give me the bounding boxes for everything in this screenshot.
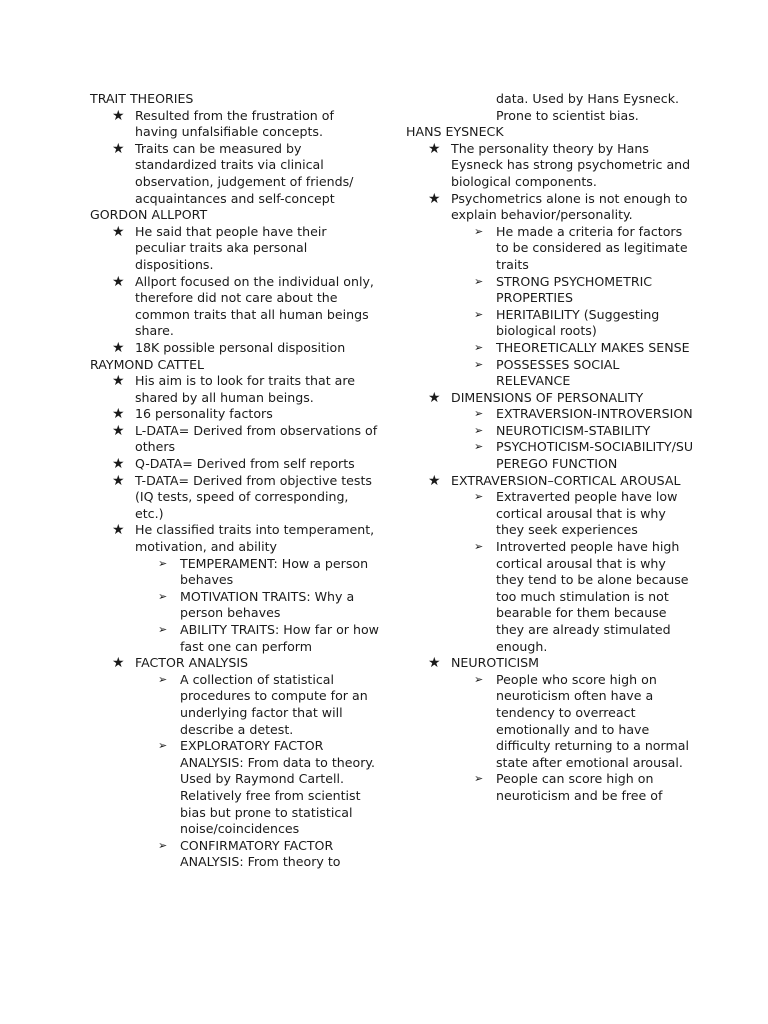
- arrow-bullet-icon: ➢: [158, 838, 168, 852]
- star-bullet-icon: ★: [112, 655, 125, 672]
- star-bullet-icon: ★: [112, 373, 125, 390]
- list-item: ★ 18K possible personal disposition: [112, 339, 346, 356]
- arrow-bullet-icon: ➢: [474, 340, 484, 354]
- sub-list-item: ➢ POSSESSES SOCIAL RELEVANCE: [474, 356, 620, 389]
- arrow-bullet-icon: ➢: [474, 274, 484, 288]
- factor-analysis-sublist: [90, 672, 380, 871]
- star-bullet-icon: ★: [428, 472, 441, 489]
- list-item: ★ Psychometrics alone is not enough to explain behavior/personality.: [428, 190, 688, 223]
- arrow-bullet-icon: ➢: [474, 357, 484, 371]
- sub-list-item: ➢ EXTRAVERSION-INTROVERSION: [474, 406, 693, 422]
- star-bullet-icon: ★: [112, 223, 125, 240]
- factor-analysis-list: [90, 655, 380, 672]
- sub-list-item: ➢ People who score high on neuroticism often have a tendency to overreact emotionally and to have difficulty returning to a normal state after emotional arousal.: [474, 671, 689, 770]
- sub-list-item: ➢ ABILITY TRAITS: How far or how fast one can perform: [158, 622, 379, 654]
- sub-list-item: ➢ Extraverted people have low cortical arousal that is why they seek experiences: [474, 489, 678, 538]
- right-column: [406, 91, 696, 805]
- arrow-bullet-icon: ➢: [474, 423, 484, 437]
- allport-list: [90, 224, 380, 357]
- star-bullet-icon: ★: [112, 140, 125, 157]
- heading-raymond-cattel: RAYMOND CATTEL: [90, 356, 205, 372]
- arrow-bullet-icon: ➢: [474, 490, 484, 504]
- sub-list-item: ➢ STRONG PSYCHOMETRIC PROPERTIES: [474, 273, 653, 306]
- sub-list-item: ➢ NEUROTICISM-STABILITY: [474, 422, 651, 438]
- star-bullet-icon: ★: [112, 422, 125, 439]
- psychometrics-sublist: [406, 224, 696, 390]
- star-bullet-icon: ★: [112, 406, 125, 423]
- sub-list-item: ➢ THEORETICALLY MAKES SENSE: [474, 339, 690, 355]
- list-item: ★ Allport focused on the individual only, therefore did not care about the common traits that all human beings share.: [112, 273, 374, 339]
- heading-hans-eysneck: HANS EYSNECK: [406, 124, 504, 140]
- dimensions-list: [406, 390, 696, 407]
- star-bullet-icon: ★: [112, 273, 125, 290]
- star-bullet-icon: ★: [112, 472, 125, 489]
- sub-list-item: ➢ MOTIVATION TRAITS: Why a person behaves: [158, 588, 355, 621]
- neuroticism-sublist: [406, 672, 696, 805]
- arrow-bullet-icon: ➢: [158, 589, 168, 603]
- star-bullet-icon: ★: [428, 655, 441, 672]
- cattel-classified-sublist: [90, 556, 380, 656]
- eysneck-list: [406, 141, 696, 224]
- arrow-bullet-icon: ➢: [474, 540, 484, 554]
- list-item: ★ DIMENSIONS OF PERSONALITY: [428, 389, 644, 406]
- star-bullet-icon: ★: [428, 389, 441, 406]
- star-bullet-icon: ★: [112, 339, 125, 356]
- list-item: ★ Traits can be measured by standardized traits via clinical observation, judgement of friends/ acquaintances and self-concept: [112, 140, 354, 206]
- arrow-bullet-icon: ➢: [474, 307, 484, 321]
- heading-trait-theories: TRAIT THEORIES: [90, 91, 194, 106]
- star-bullet-icon: ★: [428, 140, 441, 157]
- left-column: [90, 91, 380, 871]
- arousal-list: [406, 473, 696, 490]
- list-item: ★ His aim is to look for traits that are shared by all human beings.: [112, 373, 356, 405]
- sub-list-item: ➢ PSYCHOTICISM-SOCIABILITY/SUPEREGO FUNCTION: [474, 439, 694, 472]
- list-item: ★ T-DATA= Derived from objective tests (IQ tests, speed of corresponding, etc.): [112, 472, 372, 521]
- list-item: ★ Q-DATA= Derived from self reports: [112, 456, 355, 473]
- arrow-bullet-icon: ➢: [158, 556, 168, 570]
- arrow-bullet-icon: ➢: [158, 623, 168, 636]
- list-item: ★ The personality theory by Hans Eysneck has strong psychometric and biological components.: [428, 140, 691, 189]
- continued-text: data. Used by Hans Eysneck. Prone to scientist bias.: [496, 91, 680, 123]
- list-item: ★ EXTRAVERSION–CORTICAL AROUSAL: [428, 472, 681, 489]
- arrow-bullet-icon: ➢: [474, 772, 484, 786]
- neuroticism-list: [406, 655, 696, 672]
- star-bullet-icon: ★: [112, 522, 125, 539]
- sub-list-item: ➢ TEMPERAMENT: How a person behaves: [158, 555, 369, 588]
- list-item: ★ NEUROTICISM: [428, 655, 540, 672]
- cattel-list: [90, 373, 380, 556]
- sub-list-item: ➢ A collection of statistical procedures to compute for an underlying factor that will describe a detest.: [158, 671, 368, 737]
- list-item: ★ L-DATA= Derived from observations of others: [112, 422, 378, 455]
- list-item: ★ FACTOR ANALYSIS: [112, 655, 249, 672]
- sub-list-item: ➢ Introverted people have high cortical arousal that is why they tend to be alone because too much stimulation is not bearable for them because they are already stimulated enough.: [474, 539, 689, 654]
- arrow-bullet-icon: ➢: [474, 672, 484, 686]
- arrow-bullet-icon: ➢: [474, 440, 484, 454]
- sub-list-item: ➢ People can score high on neuroticism and be free of: [474, 771, 663, 803]
- list-item: ★ He said that people have their peculiar traits aka personal dispositions.: [112, 223, 327, 272]
- arousal-sublist: [406, 489, 696, 655]
- arrow-bullet-icon: ➢: [474, 407, 484, 421]
- list-item: ★ He classified traits into temperament, motivation, and ability: [112, 522, 375, 555]
- arrow-bullet-icon: ➢: [158, 672, 168, 686]
- list-item: ★ 16 personality factors: [112, 406, 273, 423]
- sub-list-item: ➢ He made a criteria for factors to be considered as legitimate traits: [474, 223, 688, 272]
- sub-list-item: ➢ CONFIRMATORY FACTOR ANALYSIS: From theory to: [158, 837, 341, 870]
- star-bullet-icon: ★: [112, 456, 125, 473]
- sub-list-item: ➢ EXPLORATORY FACTOR ANALYSIS: From data to theory. Used by Raymond Cartell. Relatively free from scientist bias but prone to statistical noise/coincidences: [158, 738, 376, 837]
- sub-list-item: ➢ HERITABILITY (Suggesting biological roots): [474, 306, 660, 339]
- heading-gordon-allport: GORDON ALLPORT: [90, 207, 208, 223]
- dimensions-sublist: [406, 406, 696, 472]
- list-item: ★ Resulted from the frustration of having unfalsifiable concepts.: [112, 107, 334, 140]
- trait-theories-list: [90, 108, 380, 208]
- arrow-bullet-icon: ➢: [474, 224, 484, 238]
- arrow-bullet-icon: ➢: [158, 739, 168, 753]
- star-bullet-icon: ★: [428, 190, 441, 207]
- star-bullet-icon: ★: [112, 107, 125, 124]
